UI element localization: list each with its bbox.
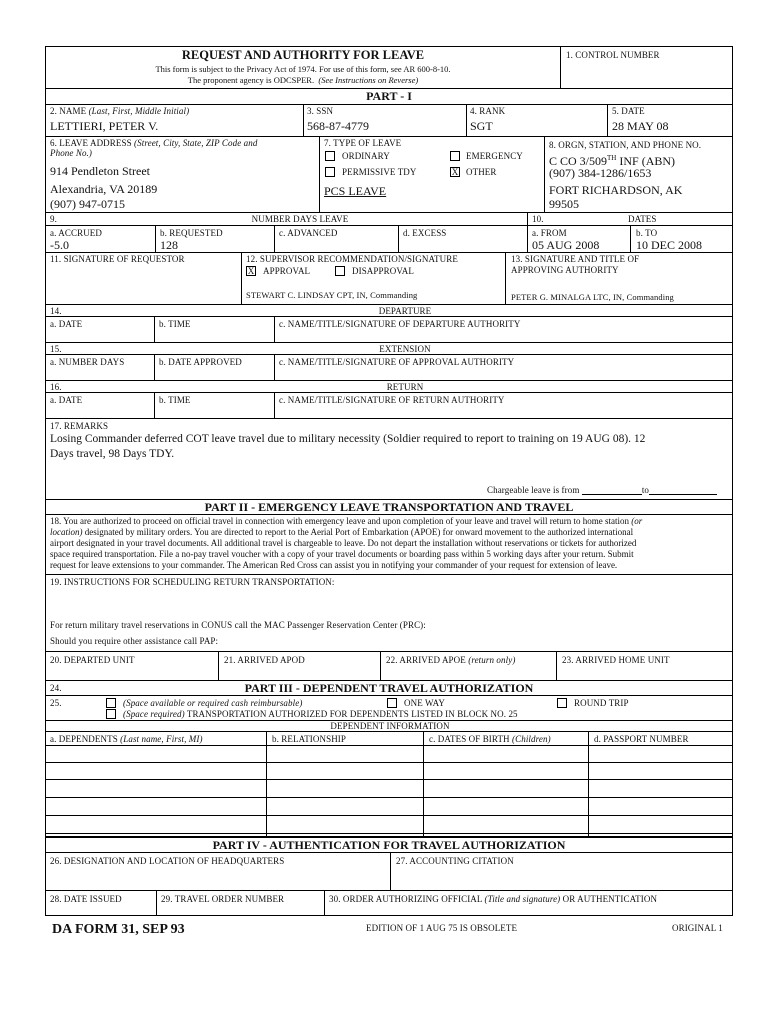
dependent-info-label: DEPENDENT INFORMATION bbox=[330, 721, 450, 731]
other-checkbox[interactable]: X bbox=[451, 167, 459, 177]
divider bbox=[423, 731, 424, 836]
col-dob-text: c. DATES OF BIRTH bbox=[429, 734, 513, 744]
col-dependents-text: a. DEPENDENTS bbox=[50, 734, 121, 744]
form-id: DA FORM 31, SEP 93 bbox=[52, 922, 185, 937]
dep-auth-label: c. NAME/TITLE/SIGNATURE OF DEPARTURE AUTHORITY bbox=[279, 319, 521, 329]
divider bbox=[218, 651, 219, 680]
orgn-line1-sup: TH bbox=[607, 154, 617, 162]
chargeable-to-field[interactable] bbox=[649, 485, 717, 495]
divider bbox=[45, 342, 733, 343]
address-phone[interactable]: (907) 947-0715 bbox=[50, 197, 125, 211]
divider bbox=[588, 731, 589, 836]
accrued-label: a. ACCRUED bbox=[50, 228, 103, 238]
orgn-label: 8. ORGN, STATION, AND PHONE NO. bbox=[549, 140, 702, 150]
remarks-line1[interactable]: Losing Commander deferred COT leave travel due to military necessity (Soldier required to report to training on 19 AUG 08). 12 bbox=[50, 433, 646, 445]
dependent-row[interactable] bbox=[46, 763, 732, 780]
ssn-label: 3. SSN bbox=[307, 106, 334, 116]
dependent-row[interactable] bbox=[46, 746, 732, 763]
dep-date-label: a. DATE bbox=[50, 319, 83, 329]
arrived-apoe-hint: (return only) bbox=[468, 655, 516, 665]
block18-b: designated by military orders. You are directed to report to the Aerial Port of Embarkation (APOE) for onward movement to the authorized international bbox=[82, 527, 634, 537]
requested-label: b. REQUESTED bbox=[160, 228, 223, 238]
type-of-leave-label: 7. TYPE OF LEAVE bbox=[324, 138, 402, 148]
ext-auth-label: c. NAME/TITLE/SIGNATURE OF APPROVAL AUTHORITY bbox=[279, 357, 515, 367]
remarks-line2[interactable]: Days travel, 98 Days TDY. bbox=[50, 448, 175, 460]
block18-a-it: (or bbox=[631, 516, 643, 526]
disapproval-checkbox[interactable] bbox=[335, 266, 345, 276]
divider bbox=[45, 695, 733, 696]
divider bbox=[556, 651, 557, 680]
ssn-value[interactable]: 568-87-4779 bbox=[307, 119, 369, 133]
block19-pap: Should you require other assistance call PAP: bbox=[50, 636, 219, 646]
space-required-label: (Space required) bbox=[123, 709, 185, 719]
approval-checkbox[interactable]: X bbox=[247, 266, 255, 276]
divider bbox=[45, 212, 733, 213]
rank-value[interactable]: SGT bbox=[470, 119, 493, 133]
date-value[interactable]: 28 MAY 08 bbox=[612, 119, 669, 133]
extension-label: EXTENSION bbox=[379, 344, 431, 354]
return-label: RETURN bbox=[386, 382, 424, 392]
divider bbox=[45, 392, 733, 393]
part1-title: PART - I bbox=[366, 89, 412, 103]
ret-time-label: b. TIME bbox=[159, 395, 191, 405]
other-value[interactable]: PCS LEAVE bbox=[324, 184, 387, 198]
orgn-line3[interactable]: FORT RICHARDSON, AK bbox=[549, 183, 683, 197]
name-value[interactable]: LETTIERI, PETER V. bbox=[50, 119, 159, 133]
order-official-hint: (Title and signature) bbox=[484, 894, 561, 904]
chargeable-to-label: to bbox=[641, 485, 650, 495]
original-note: ORIGINAL 1 bbox=[672, 923, 723, 933]
chargeable-from-field[interactable] bbox=[582, 485, 642, 495]
leave-address-label bbox=[50, 138, 257, 148]
to-label: b. TO bbox=[636, 228, 658, 238]
privacy-line: This form is subject to the Privacy Act of 1974. For use of this form, see AR 600-8-10. bbox=[155, 64, 451, 74]
divider bbox=[45, 354, 733, 355]
block18-b-it: location) bbox=[50, 527, 83, 537]
dates-label: DATES bbox=[628, 214, 657, 224]
dependent-row[interactable] bbox=[46, 780, 732, 798]
excess-label: d. EXCESS bbox=[403, 228, 447, 238]
divider bbox=[45, 316, 733, 317]
control-number-label: 1. CONTROL NUMBER bbox=[566, 50, 660, 60]
accrued-value[interactable]: -5.0 bbox=[50, 238, 69, 252]
ext-date-label: b. DATE APPROVED bbox=[159, 357, 242, 367]
transport-authorized-label: TRANSPORTATION AUTHORIZED FOR DEPENDENTS LISTED IN BLOCK NO. 25 bbox=[184, 709, 518, 719]
block18-line5: request for leave extensions to your commander. The American Red Cross can assist you in notifying your commander of your request for extension of leave. bbox=[50, 560, 618, 570]
block18-line4: space required transportation. File a no-pay travel voucher with a copy of your travel documents or boarding pass within 5 working days after your return. Submit bbox=[50, 549, 634, 559]
ordinary-checkbox[interactable] bbox=[325, 151, 335, 161]
name-label bbox=[50, 106, 189, 116]
arrived-apoe-text: 22. ARRIVED APOE bbox=[386, 655, 469, 665]
leave-address-label-text: 6. LEAVE ADDRESS bbox=[50, 138, 135, 148]
rank-label: 4. RANK bbox=[470, 106, 506, 116]
ret-date-label: a. DATE bbox=[50, 395, 83, 405]
approving-label1: 13. SIGNATURE AND TITLE OF bbox=[511, 254, 640, 264]
col-dob-label bbox=[429, 734, 551, 744]
leave-address-hint2: Phone No.) bbox=[50, 148, 92, 158]
ext-days-label: a. NUMBER DAYS bbox=[50, 357, 125, 367]
chargeable-line bbox=[487, 485, 717, 495]
emergency-label: EMERGENCY bbox=[466, 151, 523, 161]
col-dependents-hint: (Last name, First, MI) bbox=[120, 734, 203, 744]
block9-label: 9. bbox=[50, 214, 57, 224]
sig-requestor-label: 11. SIGNATURE OF REQUESTOR bbox=[50, 254, 185, 264]
space-required-checkbox[interactable] bbox=[106, 709, 116, 719]
divider bbox=[154, 354, 155, 380]
orgn-line1-a: C CO 3/509 bbox=[549, 154, 608, 168]
divider bbox=[274, 354, 275, 380]
supervisor-name[interactable]: STEWART C. LINDSAY CPT, IN, Commanding bbox=[246, 290, 418, 300]
divider bbox=[324, 890, 325, 916]
col-dependents-label bbox=[50, 734, 203, 744]
round-trip-checkbox[interactable] bbox=[557, 698, 567, 708]
proponent-line bbox=[46, 75, 560, 85]
form-title: REQUEST AND AUTHORITY FOR LEAVE bbox=[181, 48, 425, 62]
divider bbox=[398, 225, 399, 252]
part2-title: PART II - EMERGENCY LEAVE TRANSPORTATION AND TRAVEL bbox=[204, 500, 574, 514]
leave-address-hint: (Street, City, State, ZIP Code and bbox=[134, 138, 258, 148]
divider bbox=[274, 225, 275, 252]
space-available-label: (Space available or required cash reimbursable) bbox=[123, 698, 303, 708]
name-hint: (Last, First, Middle Initial) bbox=[88, 106, 190, 116]
divider bbox=[380, 651, 381, 680]
permissive-tdy-label: PERMISSIVE TDY bbox=[342, 167, 417, 177]
date-label: 5. DATE bbox=[612, 106, 645, 116]
one-way-label: ONE WAY bbox=[404, 698, 445, 708]
divider bbox=[45, 651, 733, 652]
round-trip-label: ROUND TRIP bbox=[574, 698, 629, 708]
divider bbox=[45, 252, 733, 253]
block18-line2 bbox=[50, 527, 633, 538]
divider bbox=[266, 731, 267, 836]
ret-auth-label: c. NAME/TITLE/SIGNATURE OF RETURN AUTHORITY bbox=[279, 395, 505, 405]
block16-label: 16. bbox=[50, 382, 62, 392]
col-passport-label: d. PASSPORT NUMBER bbox=[594, 734, 689, 744]
divider bbox=[45, 574, 733, 575]
to-value[interactable]: 10 DEC 2008 bbox=[636, 238, 702, 252]
approval-label: APPROVAL bbox=[263, 266, 311, 276]
name-label-text: 2. NAME bbox=[50, 106, 89, 116]
divider bbox=[303, 104, 304, 136]
divider bbox=[607, 104, 608, 136]
departure-label: DEPARTURE bbox=[378, 306, 432, 316]
order-official-text: 30. ORDER AUTHORIZING OFFICIAL bbox=[329, 894, 485, 904]
divider bbox=[45, 731, 733, 732]
divider bbox=[45, 852, 733, 853]
from-value[interactable]: 05 AUG 2008 bbox=[532, 238, 600, 252]
permissive-tdy-checkbox[interactable] bbox=[325, 167, 335, 177]
divider bbox=[45, 418, 733, 419]
col-relationship-label: b. RELATIONSHIP bbox=[272, 734, 347, 744]
departed-unit-label: 20. DEPARTED UNIT bbox=[50, 655, 135, 665]
travel-order-label: 29. TRAVEL ORDER NUMBER bbox=[161, 894, 285, 904]
supervisor-label: 12. SUPERVISOR RECOMMENDATION/SIGNATURE bbox=[246, 254, 458, 264]
edition-note: EDITION OF 1 AUG 75 IS OBSOLETE bbox=[366, 923, 518, 933]
disapproval-label: DISAPPROVAL bbox=[352, 266, 414, 276]
divider bbox=[45, 380, 733, 381]
block25-label: 25. bbox=[50, 698, 62, 708]
block18-line1 bbox=[50, 516, 642, 527]
address-line1[interactable]: 914 Pendleton Street bbox=[50, 164, 150, 178]
divider bbox=[154, 392, 155, 418]
block24-label: 24. bbox=[50, 683, 62, 693]
block19-prc: For return military travel reservations in CONUS call the MAC Passenger Reservation Center (PRC): bbox=[50, 620, 426, 630]
divider bbox=[319, 136, 320, 212]
divider bbox=[466, 104, 467, 136]
arrived-apoe-label bbox=[386, 655, 515, 665]
divider bbox=[527, 212, 528, 252]
approving-name[interactable]: PETER G. MINALGA LTC, IN, Commanding bbox=[511, 292, 674, 302]
divider bbox=[274, 316, 275, 342]
divider bbox=[45, 104, 733, 105]
remarks-label: 17. REMARKS bbox=[50, 421, 109, 431]
ordinary-label: ORDINARY bbox=[342, 151, 390, 161]
proponent-text: The proponent agency is ODCSPER. bbox=[187, 75, 315, 85]
hq-label: 26. DESIGNATION AND LOCATION OF HEADQUARTERS bbox=[50, 856, 285, 866]
requested-value[interactable]: 128 bbox=[160, 238, 178, 252]
control-number-field[interactable] bbox=[561, 60, 732, 87]
accounting-label: 27. ACCOUNTING CITATION bbox=[396, 856, 514, 866]
address-line2[interactable]: Alexandria, VA 20189 bbox=[50, 182, 158, 196]
space-required-line bbox=[123, 709, 518, 719]
divider bbox=[544, 136, 545, 212]
dependent-row[interactable] bbox=[46, 798, 732, 816]
divider bbox=[45, 890, 733, 891]
divider bbox=[155, 225, 156, 252]
block14-label: 14. bbox=[50, 306, 62, 316]
divider bbox=[390, 852, 391, 890]
divider bbox=[45, 304, 733, 305]
divider bbox=[505, 252, 506, 304]
block19-label: 19. INSTRUCTIONS FOR SCHEDULING RETURN TRANSPORTATION: bbox=[50, 577, 335, 587]
chargeable-label: Chargeable leave is from bbox=[487, 485, 580, 495]
divider bbox=[156, 890, 157, 916]
emergency-checkbox[interactable] bbox=[450, 151, 460, 161]
advanced-label: c. ADVANCED bbox=[279, 228, 338, 238]
order-official-label bbox=[329, 894, 657, 904]
from-label: a. FROM bbox=[532, 228, 567, 238]
block10-label: 10. bbox=[532, 214, 544, 224]
dep-time-label: b. TIME bbox=[159, 319, 191, 329]
block18-line3: airport designated in your travel documents. All additional travel is chargeable to leave. Do not depart the installation without reservations or tickets for authorized bbox=[50, 538, 637, 548]
col-dob-hint: (Children) bbox=[512, 734, 551, 744]
orgn-line2[interactable]: (907) 384-1286/1653 bbox=[549, 166, 652, 180]
orgn-line4[interactable]: 99505 bbox=[549, 197, 579, 211]
one-way-checkbox[interactable] bbox=[387, 698, 397, 708]
part4-title: PART IV - AUTHENTICATION FOR TRAVEL AUTHORIZATION bbox=[212, 838, 566, 852]
space-available-checkbox[interactable] bbox=[106, 698, 116, 708]
approving-label2: APPROVING AUTHORITY bbox=[511, 265, 619, 275]
date-issued-label: 28. DATE ISSUED bbox=[50, 894, 122, 904]
dependent-row[interactable] bbox=[46, 816, 732, 834]
divider bbox=[241, 252, 242, 304]
see-instructions: (See Instructions on Reverse) bbox=[318, 75, 419, 85]
divider bbox=[274, 392, 275, 418]
divider bbox=[45, 514, 733, 515]
block15-label: 15. bbox=[50, 344, 62, 354]
divider bbox=[45, 136, 733, 137]
divider bbox=[630, 225, 631, 252]
number-days-leave: NUMBER DAYS LEAVE bbox=[251, 214, 349, 224]
divider bbox=[154, 316, 155, 342]
other-label: OTHER bbox=[466, 167, 497, 177]
order-official-end: OR AUTHENTICATION bbox=[560, 894, 658, 904]
arrived-apod-label: 21. ARRIVED APOD bbox=[224, 655, 305, 665]
block18-a: 18. You are authorized to proceed on official travel in connection with emergency leave and upon completion of your leave and travel will return to home station bbox=[50, 516, 632, 526]
orgn-line1-b: INF (ABN) bbox=[616, 154, 676, 168]
arrived-home-label: 23. ARRIVED HOME UNIT bbox=[562, 655, 670, 665]
part3-title: PART III - DEPENDENT TRAVEL AUTHORIZATION bbox=[244, 681, 534, 695]
